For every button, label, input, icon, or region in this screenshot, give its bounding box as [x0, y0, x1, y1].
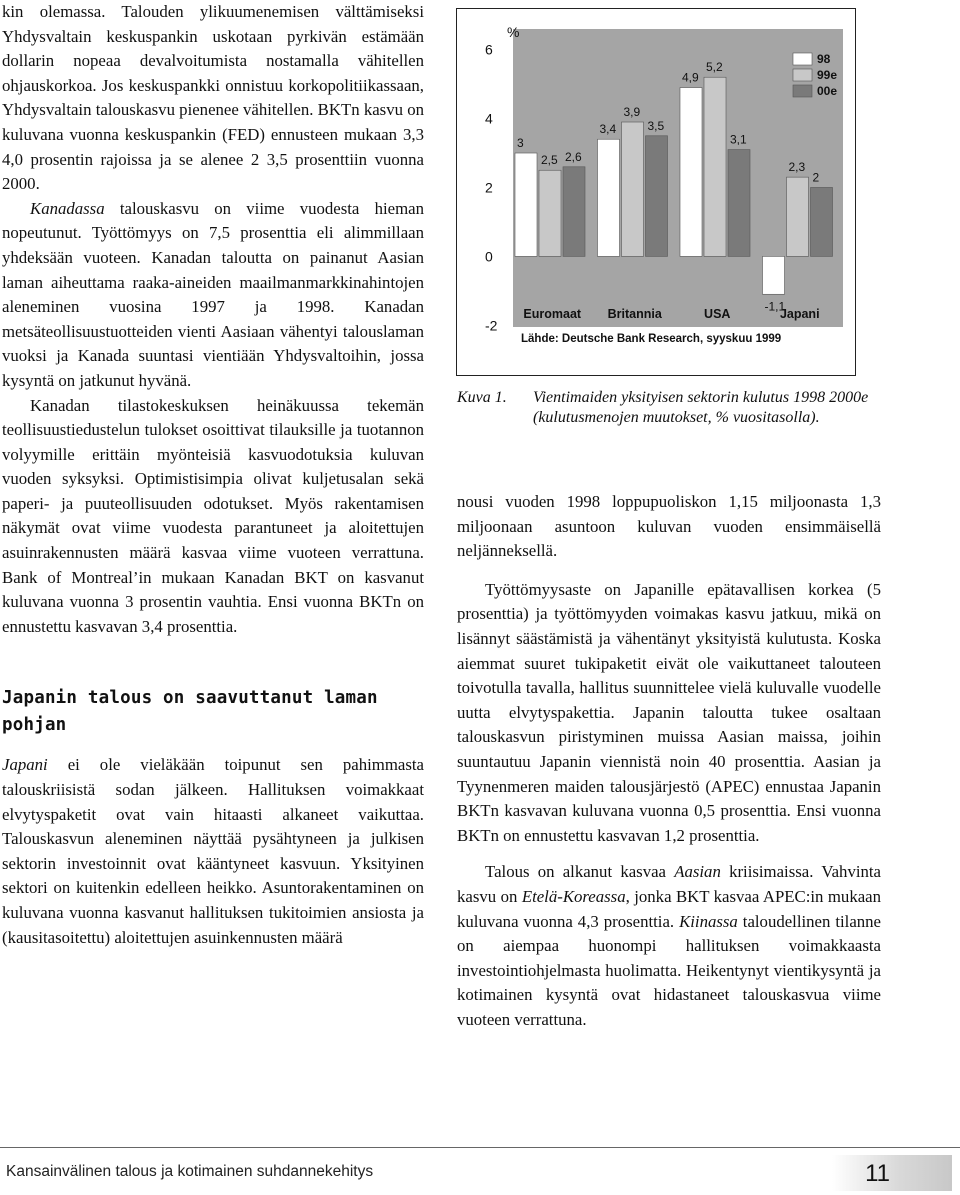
legend-swatch	[793, 69, 812, 81]
bar	[763, 256, 785, 294]
data-label: 3,1	[730, 132, 747, 147]
y-tick-label: -2	[485, 317, 498, 334]
category-label: Britannia	[607, 307, 662, 321]
paragraph-canada	[2, 197, 424, 394]
asia-text-d: taloudellinen tilanne on aiempaa huonompi hallituksen voimakkaasta investointiohjelmasta huolimatta. Heikentynyt vientikysyntä ja kotimainen kysyntä ovat hidastaneet talouskasvua viime vuoteen verrattuna.	[457, 911, 881, 1029]
data-label: 4,9	[682, 70, 699, 85]
y-tick-label: 6	[485, 41, 493, 58]
asia-text-a: Talous on alkanut kasvaa	[485, 862, 675, 882]
emphasis-etela-koreassa: Etelä-Koreassa	[521, 886, 626, 906]
bar	[563, 167, 585, 257]
paragraph-usa-outlook: kin olemassa. Talouden ylikuumenemisen välttämiseksi Yhdysvaltain keskuspankin uskotaan pyrkivän estämään dollarin nopeaa devalvoitumista nostamalla vähitellen ohjauskorkoa. Jos keskuspankki onnistuu korkopolitiikassaan, Yhdysvaltain talouskasvu pienenee vähitellen. BKTn kasvu on kuluvana vuonna keskuspankin (FED) ennusteen mukaan 3,3 4,0 prosentin rajoissa ja se alenee 2 3,5 prosenttiin vuonna 2000.	[2, 2, 424, 194]
footer-rule	[0, 1147, 960, 1148]
bar	[811, 187, 833, 256]
bar	[598, 139, 620, 256]
caption-text: Vientimaiden yksityisen sektorin kulutus 1998 2000e (kulutusmenojen muutokset, % vuositasolla).	[533, 389, 869, 426]
paragraph-canada-survey: Kanadan tilastokeskuksen heinäkuussa tekemän teollisuustiedustelun tulokset osoittivat tilauksille ja tuotannon volyymille erittäin myönteisiä kasvuodotuksia kuluvan vuoden syksyksi. Optimistisimpia olivat kuljetusalan sekä paperi- ja puuteollisuuden odotukset. Myös rakentamisen näkymät ovat viime vuodesta parantuneet ja aloitettujen asuinrakennusten määrä kasvaa viime vuoteen verrattuna. Bank of Montreal’in mukaan Kanadan BKT on kasvanut kuluvana vuonna 3 prosentin vauhtia. Ensi vuonna BKTn on ennustettu kasvavan 3,4 prosenttia.	[2, 395, 424, 636]
y-tick-label: 4	[485, 110, 493, 127]
page-number-background	[832, 1155, 952, 1191]
legend-label: 98	[817, 52, 831, 66]
paragraph-canada-text: talouskasvu on viime vuodesta hieman nopeutunut. Työttömyys on 7,5 prosenttia eli alimmillaan yhdeksään vuoteen. Kanadan taloutta on painanut Aasian laman aiheuttama raaka-aineiden maailmanmarkkinahintojen aleneminen vuosina 1997 ja 1998. Kanadan metsäteollisuustuotteiden vienti Aasiaan vähentyi talouslaman vuoksi ja Kanada suuntasi vientiään Yhdysvaltoihin, jossa kysyntä on jatkunut hyvänä.	[2, 198, 424, 390]
legend-label: 99e	[817, 68, 838, 82]
asia-text-b: kriisimaissa. Vahvinta kasvu on	[457, 862, 881, 906]
bar	[704, 77, 726, 256]
category-label: Japani	[779, 307, 820, 321]
y-tick-label: 0	[485, 248, 493, 265]
data-label: 3,4	[599, 122, 617, 137]
emphasis-japani: Japani	[2, 755, 48, 775]
figure-chart	[456, 8, 856, 376]
left-column	[2, 0, 424, 950]
data-label: 3,5	[647, 118, 665, 133]
bar	[787, 177, 809, 256]
category-label: Euromaat	[523, 307, 582, 321]
caption-label: Kuva 1.	[457, 389, 507, 406]
data-label: 2	[812, 170, 820, 185]
page-number: 11	[865, 1160, 890, 1187]
chart-ylabel: %	[507, 24, 520, 40]
bar	[515, 153, 537, 256]
data-label: 2,3	[788, 160, 806, 175]
data-label: 3,9	[623, 105, 641, 120]
paragraph-unemployment: Työttömyysaste on Japanille epätavallisen korkea (5 prosenttia) ja työttömyyden voimakas kasvu jatkuu, mikä on lisännyt säästämistä ja vähentänyt yksityistä kulutusta. Koska aiemmat suuret tukipaketit eivät ole vaikuttaneet talouteen toivotulla tavalla, hallitus suunnittelee vielä kuluvalle vuodelle uutta elvytyspakettia. Japanin taloutta tukee osaltaan talouskasvun piristyminen muissa Aasian maissa, joihin suuntautuu Japanin viennistä noin 40 prosenttia. Aasian ja Tyynenmeren maiden talousjärjestö (APEC) ennustaa Japanin BKTn kasvavan kuluvana vuonna 0,5 prosenttia. Ensi vuonna BKTn on ennustettu kasvavan 1,2 prosenttia.	[457, 579, 881, 845]
emphasis-kiinassa: Kiinassa	[679, 911, 738, 931]
legend-swatch	[793, 53, 812, 65]
bar	[680, 88, 702, 257]
data-label: 2,6	[565, 149, 582, 164]
data-label: 2,5	[541, 153, 558, 168]
data-label: 5,2	[706, 60, 723, 75]
legend-swatch	[793, 85, 812, 97]
emphasis-aasian: Aasian	[674, 862, 721, 882]
data-label: -1,1	[764, 299, 786, 314]
bar	[539, 170, 561, 256]
right-column	[457, 490, 881, 1032]
section-heading-japan: Japanin talous on saavuttanut laman pohjan	[2, 688, 378, 736]
paragraph-asia	[457, 860, 881, 1032]
y-tick-label: 2	[485, 179, 493, 196]
paragraph-housing: nousi vuoden 1998 loppupuoliskon 1,15 miljoonasta 1,3 miljoonaan asuntoon kuluvan vuoden ensimmäisellä neljänneksellä.	[457, 492, 881, 561]
bar	[728, 150, 750, 257]
bar	[646, 136, 668, 257]
bar	[622, 122, 644, 256]
category-label: USA	[704, 307, 731, 321]
data-label: 3	[517, 136, 524, 151]
asia-text-c: , jonka BKT kasvaa APEC:in mukaan kuluvana vuonna 4,3 prosenttia.	[457, 886, 881, 931]
footer-title: Kansainvälinen talous ja kotimainen suhdannekehitys	[6, 1163, 374, 1180]
emphasis-kanadassa: Kanadassa	[30, 198, 105, 218]
bar-chart	[457, 9, 855, 375]
legend-label: 00e	[817, 84, 838, 98]
paragraph-japan-text: ei ole vieläkään toipunut sen pahimmasta talouskriisistä sodan jälkeen. Hallituksen voimakkaat elvytyspaketit ovat vain hitaasti alkaneet vaikuttaa. Talouskasvun aleneminen näyttää pysähtyneen ja julkisen sektorin investoinnit ovat kääntyneet kasvuun. Yksityinen sektori on kuitenkin edelleen heikko. Asuntorakentaminen on kuluvana vuonna kasvanut hallituksen tukitoimien ansiosta ja (kausitasoitettu) aloitettujen asuinkennusten määrä	[2, 755, 424, 947]
chart-source: Lähde: Deutsche Bank Research, syyskuu 1999	[521, 333, 782, 345]
paragraph-japan	[2, 753, 424, 950]
